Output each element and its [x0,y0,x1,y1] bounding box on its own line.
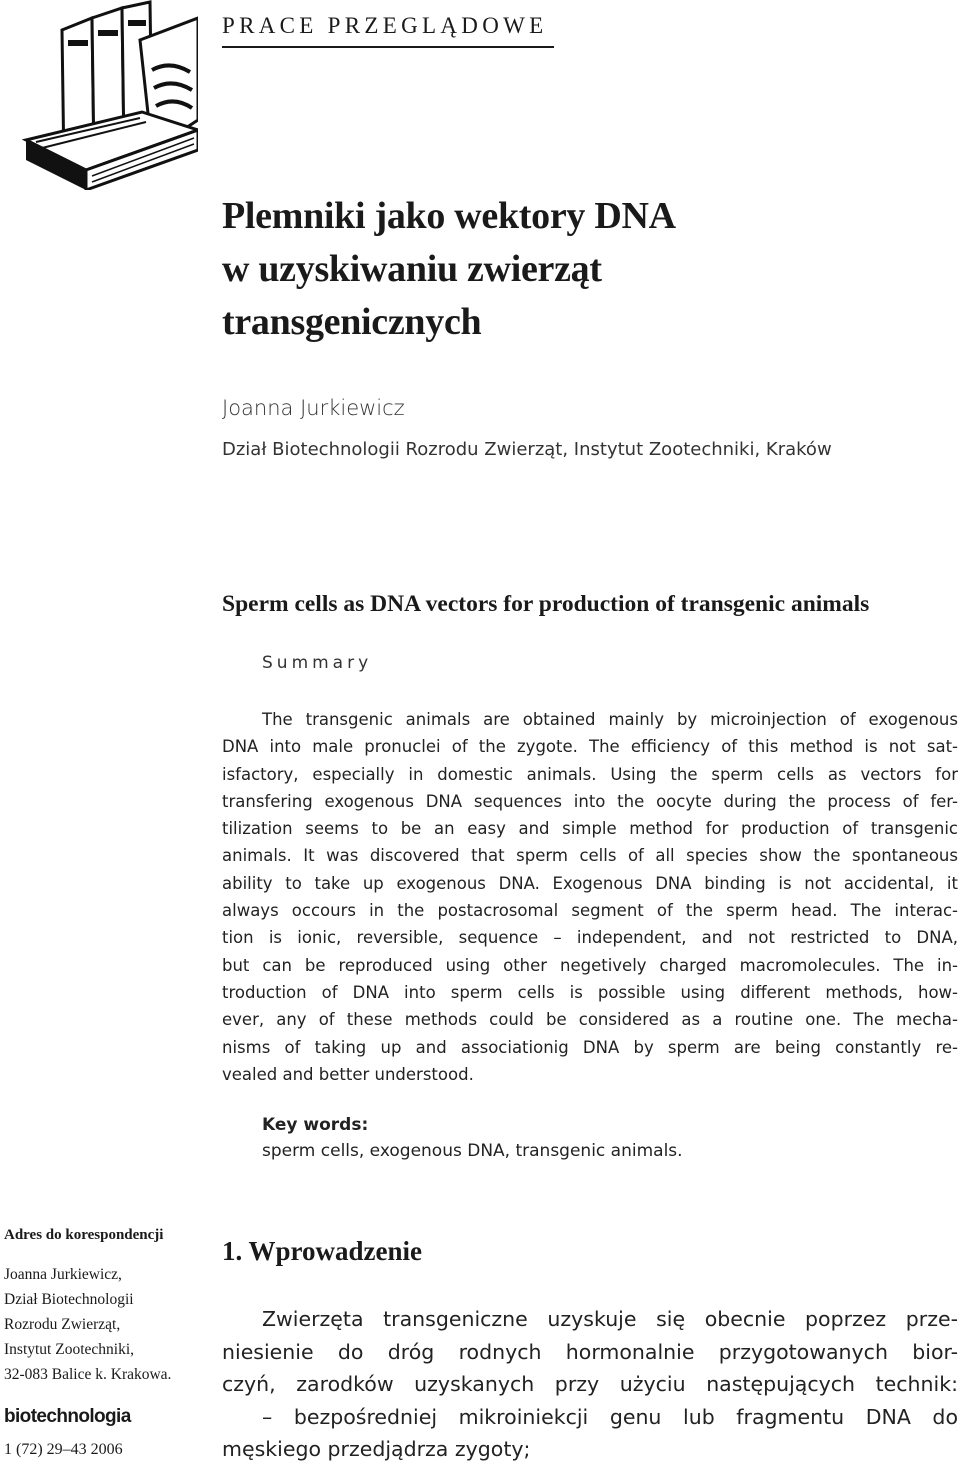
keywords-label: Key words: [262,1115,369,1135]
correspondence-address [4,1262,171,1387]
intro-line: czyń, zarodków uzyskanych przy użyciu następujących technik: [222,1372,958,1396]
abstract-line: tilization seems to be an easy and simple method for production of transgenic [222,819,958,839]
correspondence-title: Adres do korespondencji [4,1227,164,1243]
abstract-line: tion is ionic, reversible, sequence – independent, and not restricted to DNA, [222,928,958,948]
abstract-line: troduction of DNA into sperm cells is possible using different methods, how- [222,982,958,1002]
abstract-line: isfactory, especially in domestic animals. Using the sperm cells as vectors for [222,764,958,784]
abstract-line: but can be reproduced using other negetively charged macromolecules. The in- [222,955,958,975]
address-line: Rozrodu Zwierząt, [4,1316,121,1333]
title-line: transgenicznych [222,301,482,343]
author-name: Joanna Jurkiewicz [222,396,405,420]
author-affiliation: Dział Biotechnologii Rozrodu Zwierząt, Instytut Zootechniki, Kraków [222,439,832,460]
abstract-line: transfering exogenous DNA sequences into the oocyte during the process of fer- [222,791,958,811]
article-title [222,190,922,349]
address-line: Dział Biotechnologii [4,1291,134,1308]
title-line: Plemniki jako wektory DNA [222,195,676,237]
journal-reference: 1 (72) 29–43 2006 [4,1441,123,1458]
address-line: 32-083 Balice k. Krakowa. [4,1366,172,1383]
abstract [222,706,958,1088]
intro-line: męskiego przedjądrza zygoty; [222,1437,531,1461]
section-label: PRACE PRZEGLĄDOWE [222,6,554,48]
abstract-line: ever, any of these methods could be considered as a routine one. The mecha- [222,1010,958,1030]
abstract-line: nisms of taking up and associationig DNA by sperm are being constantly re- [222,1037,958,1057]
intro-line: Zwierzęta transgeniczne uzyskuje się obecnie poprzez prze- [262,1307,958,1331]
books-logo-icon [22,0,198,190]
introduction-heading: 1. Wprowadzenie [222,1236,423,1266]
abstract-line: ability to take up exogenous DNA. Exogenous DNA binding is not accidental, it [222,873,958,893]
abstract-line: animals. It was discovered that sperm cells of all species show the spontaneous [222,846,958,866]
abstract-line: always occours in the postacrosomal segment of the sperm head. The interac- [222,901,958,921]
address-line: Joanna Jurkiewicz, [4,1266,122,1283]
abstract-line: The transgenic animals are obtained mainly by microinjection of exogenous [262,710,958,729]
abstract-line: DNA into male pronuclei of the zygote. The efficiency of this method is not sat- [222,737,958,757]
intro-line: niesienie do dróg rodnych hormonalnie przygotowanych bior- [222,1339,958,1364]
intro-line: – bezpośredniej mikroiniekcji genu lub fragmentu DNA do [262,1404,958,1429]
introduction-text [222,1303,958,1466]
english-title: Sperm cells as DNA vectors for production of transgenic animals [222,591,870,617]
journal-logo: biotechnologia [4,1406,131,1427]
abstract-line: vealed and better understood. [222,1064,474,1084]
title-line: w uzyskiwaniu zwierząt [222,248,602,290]
keywords-text: sperm cells, exogenous DNA, transgenic animals. [262,1141,683,1161]
summary-label: Summary [262,653,373,673]
address-line: Instytut Zootechniki, [4,1341,135,1358]
